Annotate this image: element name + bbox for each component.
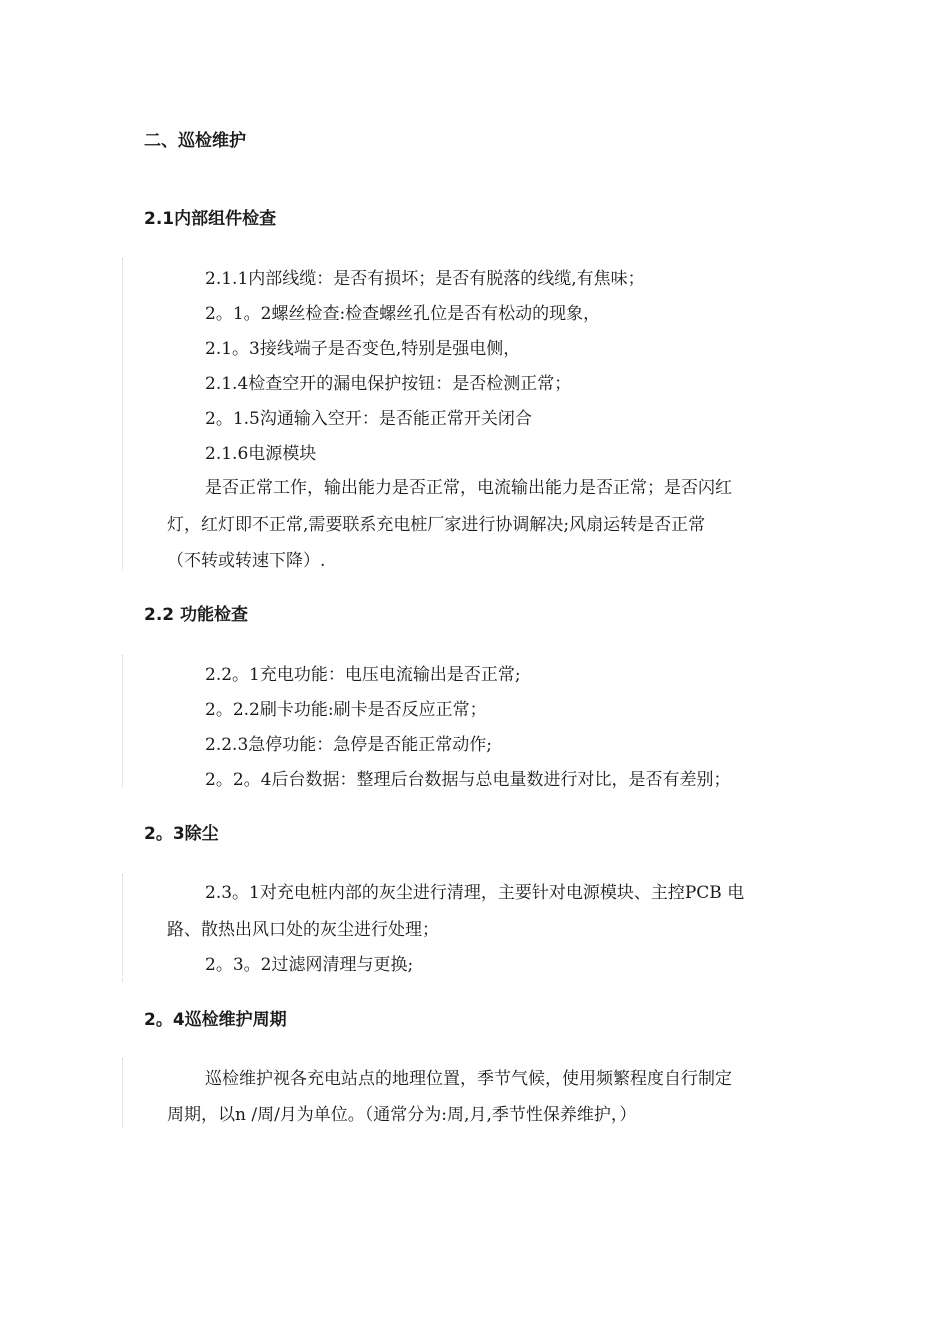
paragraph-line: 巡检维护视各充电站点的地理位置，季节气候，使用频繁程度自行制定	[205, 1069, 732, 1089]
item-2-2-1: 2.2。1充电功能：电压电流输出是否正常;	[205, 665, 521, 685]
item-2-1-6: 2.1.6电源模块	[205, 444, 317, 464]
section-2-2-body	[122, 655, 813, 790]
heading-2-2: 2.2 功能检查	[144, 605, 249, 625]
item-2-2-2: 2。2.2刷卡功能:刷卡是否反应正常；	[205, 700, 487, 720]
item-2-1-4: 2.1.4检查空开的漏电保护按钮：是否检测正常；	[205, 374, 572, 394]
heading-2-1: 2.1内部组件检查	[144, 209, 277, 229]
item-2-1-3: 2.1。3接线端子是否变色,特别是强电侧，	[205, 339, 521, 359]
section-2-3-body	[122, 874, 813, 982]
paragraph-line: （不转或转速下降）.	[167, 551, 326, 571]
item-2-1-5: 2。1.5沟通输入空开：是否能正常开关闭合	[205, 409, 532, 429]
item-2-2-3: 2.2.3急停功能：急停是否能正常动作;	[205, 735, 492, 755]
heading-2-4: 2。4巡检维护周期	[144, 1010, 287, 1030]
paragraph-line: 灯，红灯即不正常,需要联系充电桩厂家进行协调解决;风扇运转是否正常	[167, 515, 706, 535]
item-2-2-4: 2。2。4后台数据：整理后台数据与总电量数进行对比，是否有差别；	[205, 770, 731, 790]
paragraph-line: 周期，以n /周/月为单位。（通常分为:周,月,季节性保养维护，）	[167, 1105, 637, 1125]
section-2-4-body	[122, 1058, 813, 1128]
item-2-3-2: 2。3。2过滤网清理与更换;	[205, 955, 414, 975]
item-2-3-1: 2.3。1对充电桩内部的灰尘进行清理，主要针对电源模块、主控PCB 电	[205, 883, 745, 903]
paragraph-line: 路、散热出风口处的灰尘进行处理；	[167, 920, 439, 940]
item-2-1-1: 2.1.1内部线缆：是否有损坏；是否有脱落的线缆,有焦味；	[205, 269, 645, 289]
heading-2-3: 2。3除尘	[144, 824, 219, 844]
section-2-1-body	[122, 258, 813, 570]
section-title: 二、巡检维护	[144, 131, 246, 151]
paragraph-line: 是否正常工作，输出能力是否正常，电流输出能力是否正常；是否闪红	[205, 478, 732, 498]
item-2-1-2: 2。1。2螺丝检查:检查螺丝孔位是否有松动的现象，	[205, 304, 601, 324]
